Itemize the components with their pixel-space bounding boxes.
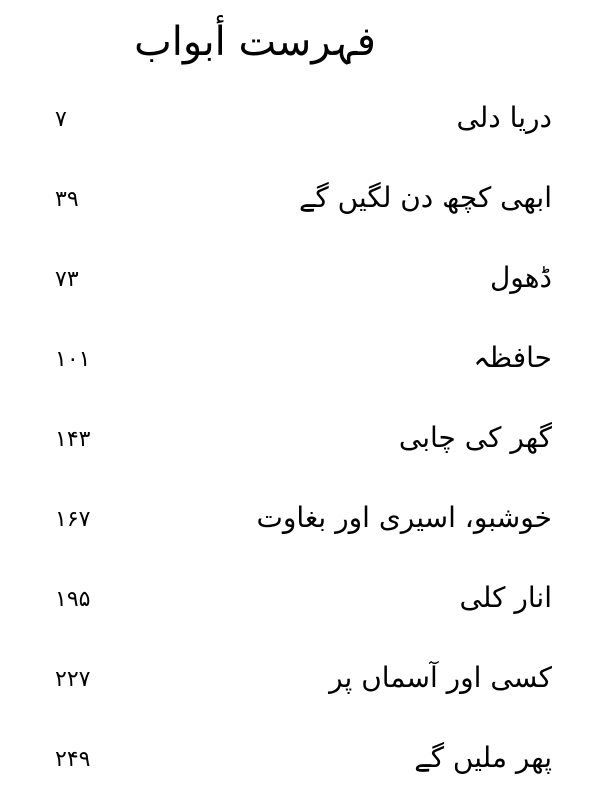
chapter-title: کسی اور آسماں پر (329, 661, 552, 694)
page-number: ۷ (55, 107, 67, 132)
toc-entry (0, 648, 597, 728)
chapter-title: دریا دلی (456, 101, 552, 134)
toc-entry (0, 248, 597, 328)
toc-list (0, 88, 597, 808)
toc-entry (0, 488, 597, 568)
chapter-title: حافظہ (473, 341, 552, 374)
toc-entry (0, 88, 597, 168)
toc-entry (0, 328, 597, 408)
toc-entry (0, 728, 597, 808)
chapter-title: پھر ملیں گے (414, 741, 552, 774)
chapter-title: خوشبو، اسیری اور بغاوت (256, 501, 552, 534)
toc-entry (0, 408, 597, 488)
chapter-title: گھر کی چابی (398, 421, 552, 454)
chapter-title: ڈھول (489, 261, 552, 294)
page-number: ۲۴۹ (55, 747, 91, 772)
toc-entry (0, 568, 597, 648)
toc-entry (0, 168, 597, 248)
chapter-title: انار کلی (459, 581, 552, 614)
page-title: فہرست أبواب (134, 19, 376, 65)
page-number: ۷۳ (55, 267, 79, 292)
page-number: ۳۹ (55, 187, 79, 212)
page-number: ۱۰۱ (55, 347, 91, 372)
chapter-title: ابھی کچھ دن لگیں گے (298, 181, 552, 214)
page-number: ۱۹۵ (55, 587, 91, 612)
page-number: ۲۲۷ (55, 667, 91, 692)
page-number: ۱۶۷ (55, 507, 91, 532)
page-number: ۱۴۳ (55, 427, 91, 452)
